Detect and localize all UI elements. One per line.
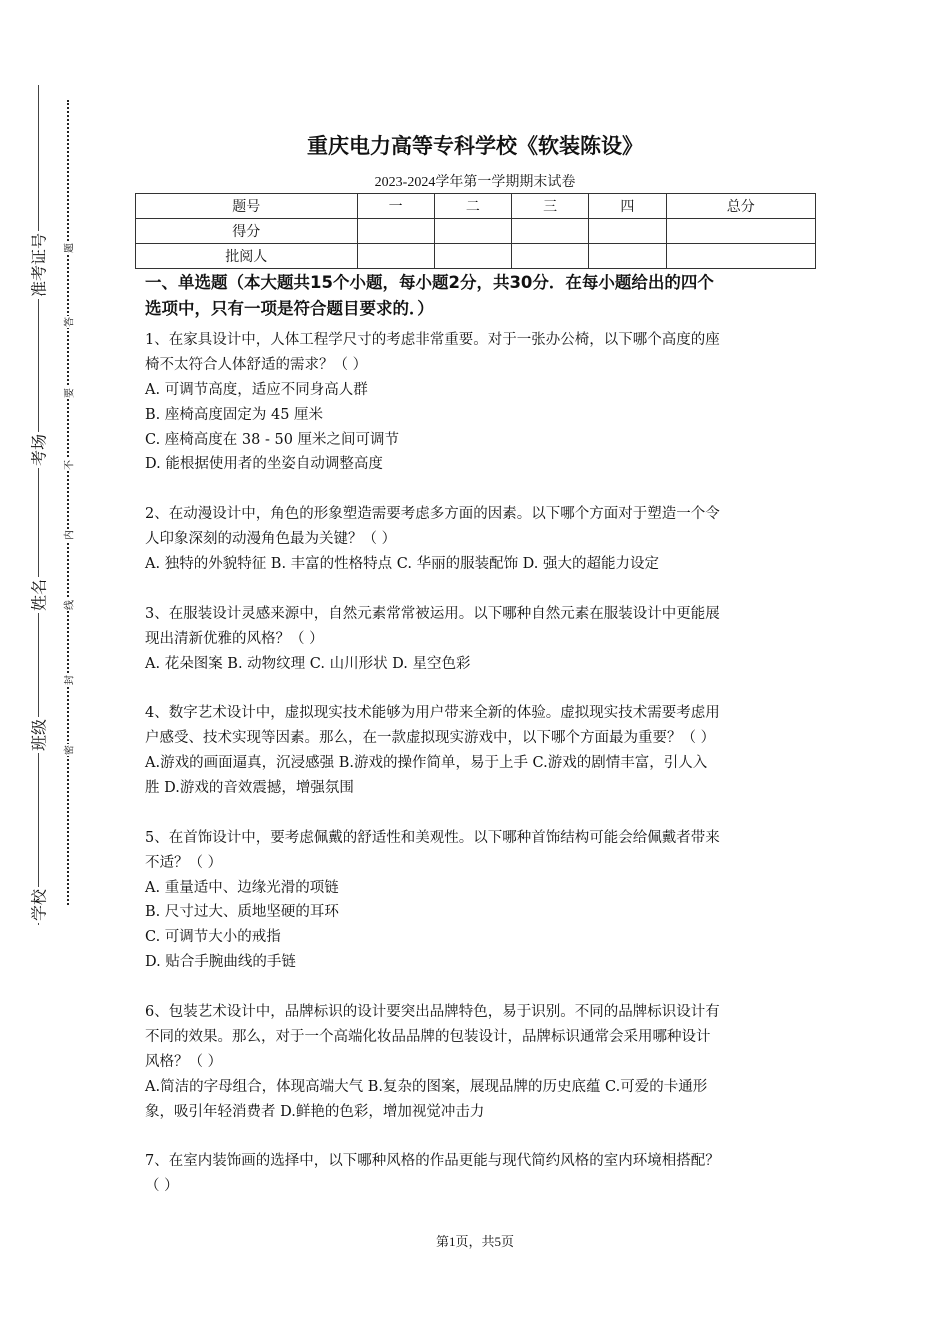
question-line: A.游戏的画面逼真，沉浸感强 B.游戏的操作简单，易于上手 C.游戏的剧情丰富，引人入: [145, 755, 708, 772]
question-7: [145, 1149, 815, 1199]
name-label: 姓名: [27, 577, 50, 613]
question-line: D. 能根据使用者的坐姿自动调整高度: [145, 456, 383, 473]
question-3: [145, 602, 815, 677]
question-2: [145, 502, 815, 577]
question-line: A. 花朵图案 B. 动物纹理 C. 山川形状 D. 星空色彩: [145, 655, 471, 672]
question-line: 4、数字艺术设计中，虚拟现实技术能够为用户带来全新的体验。虚拟现实技术需要考虑用: [145, 705, 720, 722]
table-cell: [666, 219, 815, 244]
question-line: 不同的效果。那么，对于一个高端化妆品品牌的包装设计，品牌标识通常会采用哪种设计: [145, 1028, 711, 1045]
spacer: [145, 975, 815, 1000]
question-5: [145, 826, 815, 975]
table-header-row: [136, 194, 816, 219]
question-line: 椅不太符合人体舒适的需求？（ ）: [145, 356, 368, 373]
table-cell: 一: [357, 194, 434, 219]
section-heading: [145, 270, 815, 322]
score-table: [135, 193, 816, 269]
question-line: 象，吸引年轻消费者 D.鲜艳的色彩，增加视觉冲击力: [145, 1103, 485, 1120]
question-line: 不适？（ ）: [145, 854, 223, 871]
seal-char: 答: [60, 316, 77, 328]
table-cell: 总分: [666, 194, 815, 219]
question-line: A. 可调节高度，适应不同身高人群: [145, 381, 368, 398]
question-line: 现出清新优雅的风格？（ ）: [145, 630, 324, 647]
table-cell: [434, 244, 511, 269]
spacer: [145, 477, 815, 502]
question-line: 人印象深刻的动漫角色最为关键？（ ）: [145, 531, 397, 548]
spacer: [145, 577, 815, 602]
question-6: [145, 1000, 815, 1124]
seal-char: 内: [60, 529, 77, 541]
question-line: 胜 D.游戏的音效震撼，增强氛围: [145, 780, 354, 797]
seal-char: 题: [60, 242, 77, 254]
question-line: 风格？（ ）: [145, 1053, 223, 1070]
seal-char: 密: [60, 744, 77, 756]
page-footer: 第1页，共5页: [435, 1234, 514, 1249]
table-cell: [357, 244, 434, 269]
section-heading-line: 一、单选题（本大题共15个小题，每小题2分，共30分．在每小题给出的四个: [145, 273, 714, 292]
exam-room-label: 考场: [27, 432, 50, 468]
table-cell: [357, 219, 434, 244]
question-line: C. 可调节大小的戒指: [145, 929, 281, 946]
school-label: 学校: [27, 887, 50, 923]
question-line: B. 尺寸过大、质地坚硬的耳环: [145, 904, 339, 921]
section-heading-line: 选项中，只有一项是符合题目要求的．）: [145, 299, 434, 318]
seal-char: 要: [60, 387, 77, 399]
question-content: [145, 270, 815, 1199]
seal-char: 封: [60, 674, 77, 686]
question-4: [145, 701, 815, 801]
table-cell: [512, 219, 589, 244]
table-cell: [666, 244, 815, 269]
seal-char: 线: [60, 599, 77, 611]
question-line: 5、在首饰设计中，要考虑佩戴的舒适性和美观性。以下哪种首饰结构可能会给佩戴者带来: [145, 829, 720, 846]
table-cell: 批阅人: [136, 244, 358, 269]
table-cell: [589, 219, 666, 244]
question-line: C. 座椅高度在 38 - 50 厘米之间可调节: [145, 431, 400, 448]
table-cell: [434, 219, 511, 244]
seal-dotted-line: [67, 100, 69, 905]
page-title: 重庆电力高等专科学校《软装陈设》: [307, 134, 643, 158]
question-line: A. 重量适中、边缘光滑的项链: [145, 879, 339, 896]
question-line: D. 贴合手腕曲线的手链: [145, 954, 296, 971]
exam-number-label: 准考证号: [27, 231, 50, 299]
table-row: [136, 219, 816, 244]
question-line: 7、在室内装饰画的选择中，以下哪种风格的作品更能与现代简约风格的室内环境相搭配？: [145, 1153, 720, 1170]
spacer: [145, 801, 815, 826]
spacer: [145, 1125, 815, 1150]
question-line: 户感受、技术实现等因素。那么，在一款虚拟现实游戏中，以下哪个方面最为重要？（ ）: [145, 730, 716, 747]
question-line: 1、在家具设计中，人体工程学尺寸的考虑非常重要。对于一张办公椅，以下哪个高度的座: [145, 332, 720, 348]
seal-char: 不: [60, 459, 77, 471]
table-cell: 四: [589, 194, 666, 219]
table-row: [136, 244, 816, 269]
table-cell: 得分: [136, 219, 358, 244]
spacer: [145, 676, 815, 701]
table-cell: 二: [434, 194, 511, 219]
question-line: A.简洁的字母组合，体现高端大气 B.复杂的图案，展现品牌的历史底蕴 C.可爱的卡通形: [145, 1078, 708, 1095]
class-label: 班级: [27, 717, 50, 753]
question-line: 6、包装艺术设计中，品牌标识的设计要突出品牌特色，易于识别。不同的品牌标识设计有: [145, 1004, 720, 1021]
table-cell: 题号: [136, 194, 358, 219]
table-cell: 三: [512, 194, 589, 219]
table-cell: [589, 244, 666, 269]
question-line: （ ）: [145, 1178, 179, 1195]
question-line: B. 座椅高度固定为 45 厘米: [145, 406, 324, 423]
page-subtitle: 2023-2024学年第一学期期末试卷: [374, 175, 576, 190]
question-line: A. 独特的外貌特征 B. 丰富的性格特点 C. 华丽的服装配饰 D. 强大的超能力设定: [145, 556, 660, 573]
question-line: 2、在动漫设计中，角色的形象塑造需要考虑多方面的因素。以下哪个方面对于塑造一个令: [145, 506, 720, 523]
table-cell: [512, 244, 589, 269]
binding-line: [38, 85, 39, 925]
question-1: [145, 328, 815, 477]
question-line: 3、在服装设计灵感来源中，自然元素常常被运用。以下哪种自然元素在服装设计中更能展: [145, 605, 720, 622]
